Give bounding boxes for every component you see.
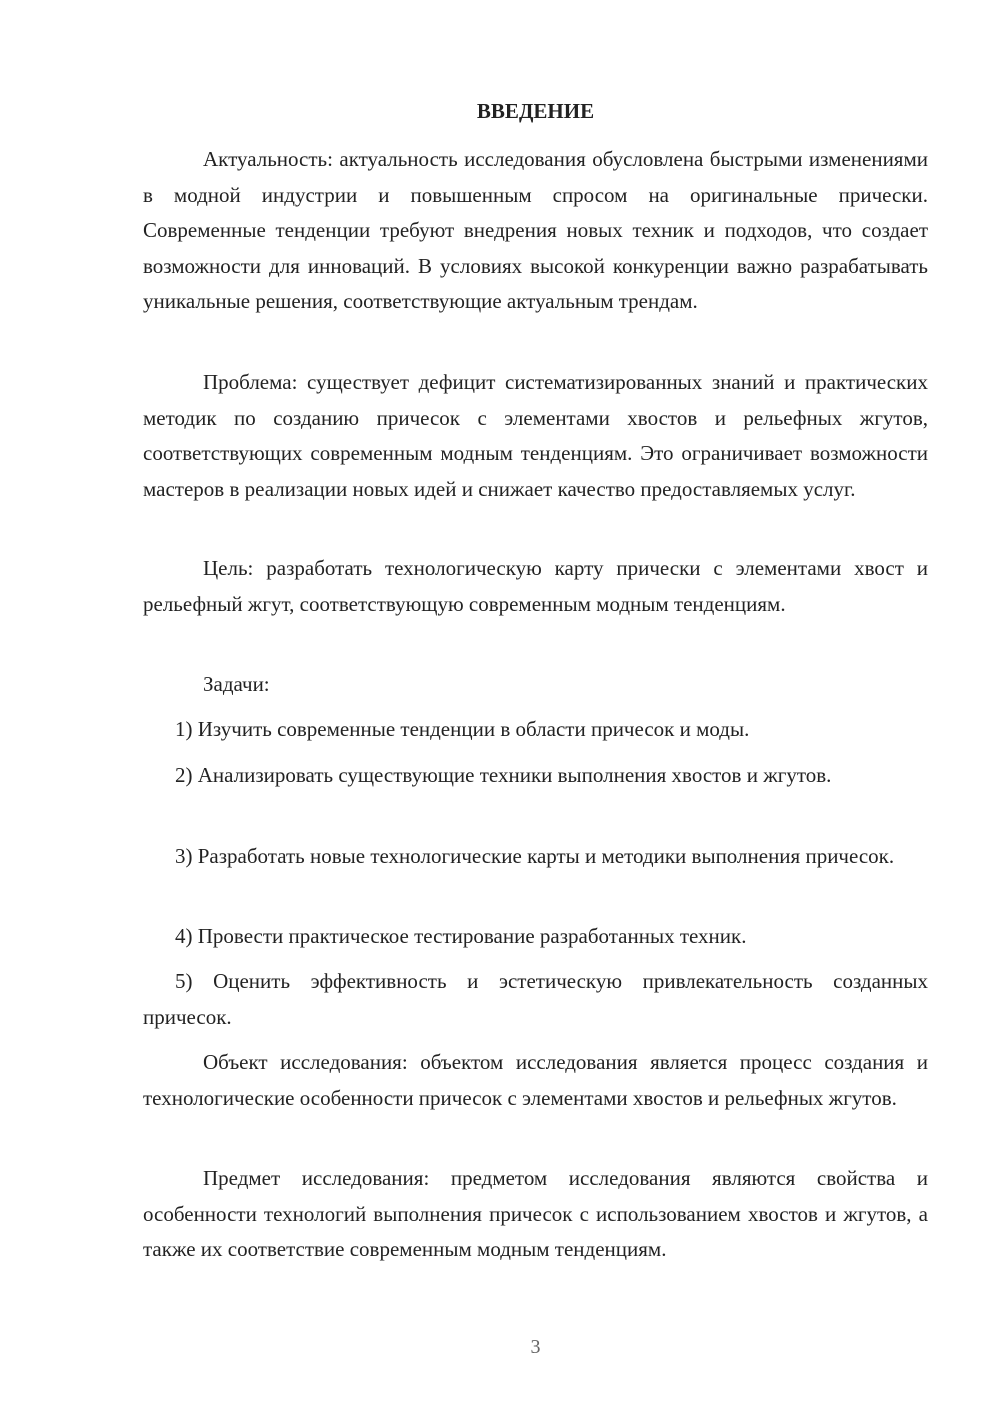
paragraph-relevance: Актуальность: актуальность исследования обусловлена быстрыми изменениями в модной индустрии и повышенным спросом на оригинальные прически. Современные тенденции требуют внедрения новых техник и подходов, что создает возможности для инноваций. В условиях высокой конкуренции важно разрабатывать уникальные решения, соответствующие актуальным трендам.: [143, 147, 928, 313]
tasks-heading: Задачи:: [203, 672, 270, 696]
task-item-4: 4) Провести практическое тестирование разработанных техник.: [175, 924, 747, 948]
paragraph-object: Объект исследования: объектом исследования является процесс создания и технологические особенности причесок с элементами хвостов и рельефных жгутов.: [143, 1050, 928, 1110]
paragraph-subject: Предмет исследования: предметом исследования являются свойства и особенности технологий выполнения причесок с использованием хвостов и жгутов, а также их соответствие современным модным тенденциям.: [143, 1166, 928, 1261]
task-item-5: 5) Оценить эффективность и эстетическую привлекательность созданных причесок.: [143, 969, 928, 1029]
task-item-2: 2) Анализировать существующие техники выполнения хвостов и жгутов.: [175, 763, 832, 787]
page-number: 3: [530, 1336, 541, 1358]
paragraph-goal: Цель: разработать технологическую карту прически с элементами хвост и рельефный жгут, соответствующую современным модным тенденциям.: [143, 556, 928, 616]
task-item-3: 3) Разработать новые технологические карты и методики выполнения причесок.: [175, 844, 895, 868]
task-item-1: 1) Изучить современные тенденции в области причесок и моды.: [175, 717, 750, 741]
section-title: ВВЕДЕНИЕ: [476, 99, 595, 123]
paragraph-problem: Проблема: существует дефицит систематизированных знаний и практических методик по созданию причесок с элементами хвостов и рельефных жгутов, соответствующих современным модным тенденциям. Это ограничивает возможности мастеров в реализации новых идей и снижает качество предоставляемых услуг.: [143, 370, 928, 501]
